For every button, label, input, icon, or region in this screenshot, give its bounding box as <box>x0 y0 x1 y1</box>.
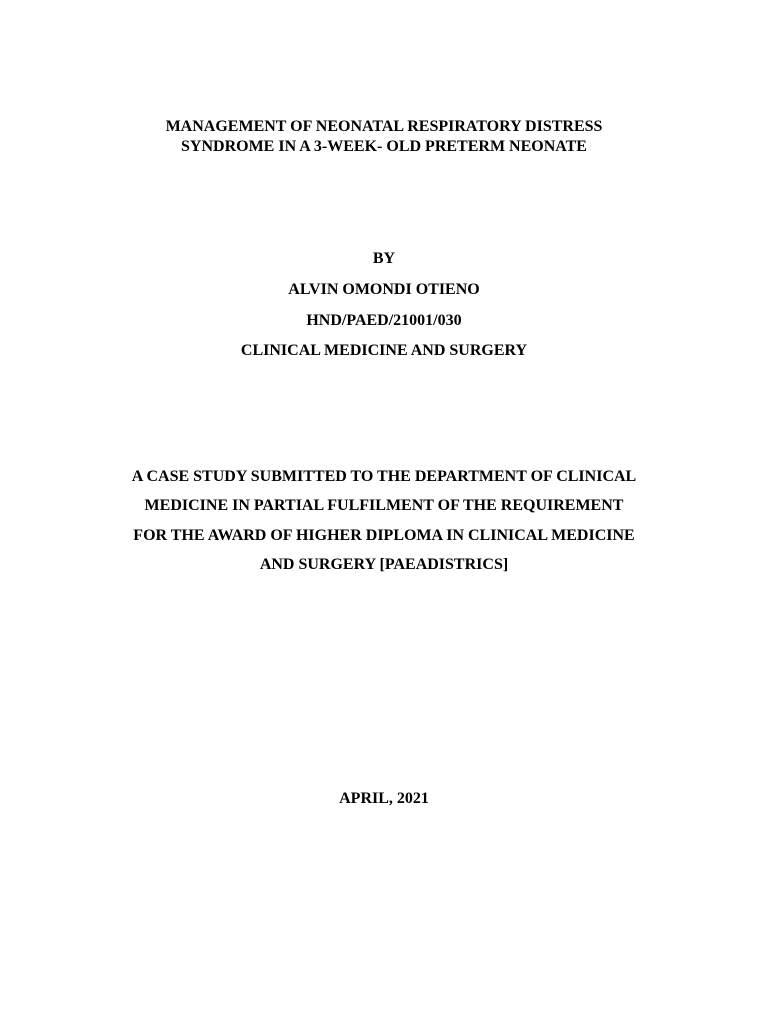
document-title-line-1: MANAGEMENT OF NEONATAL RESPIRATORY DISTRESS <box>165 118 603 135</box>
submission-date: APRIL, 2021 <box>339 790 429 807</box>
submission-statement-line-4: AND SURGERY [PAEADISTRICS] <box>259 556 509 573</box>
submission-statement-line-1: A CASE STUDY SUBMITTED TO THE DEPARTMENT OF CLINICAL <box>131 468 637 485</box>
submission-statement-line-3: FOR THE AWARD OF HIGHER DIPLOMA IN CLINICAL MEDICINE <box>133 527 635 544</box>
programme-name: CLINICAL MEDICINE AND SURGERY <box>240 342 528 359</box>
document-title-line-2: SYNDROME IN A 3-WEEK- OLD PRETERM NEONATE <box>181 138 587 155</box>
registration-number: HND/PAED/21001/030 <box>306 312 462 329</box>
submission-statement-line-2: MEDICINE IN PARTIAL FULFILMENT OF THE REQUIREMENT <box>144 497 624 514</box>
author-name: ALVIN OMONDI OTIENO <box>288 281 480 298</box>
by-label: BY <box>372 250 396 267</box>
